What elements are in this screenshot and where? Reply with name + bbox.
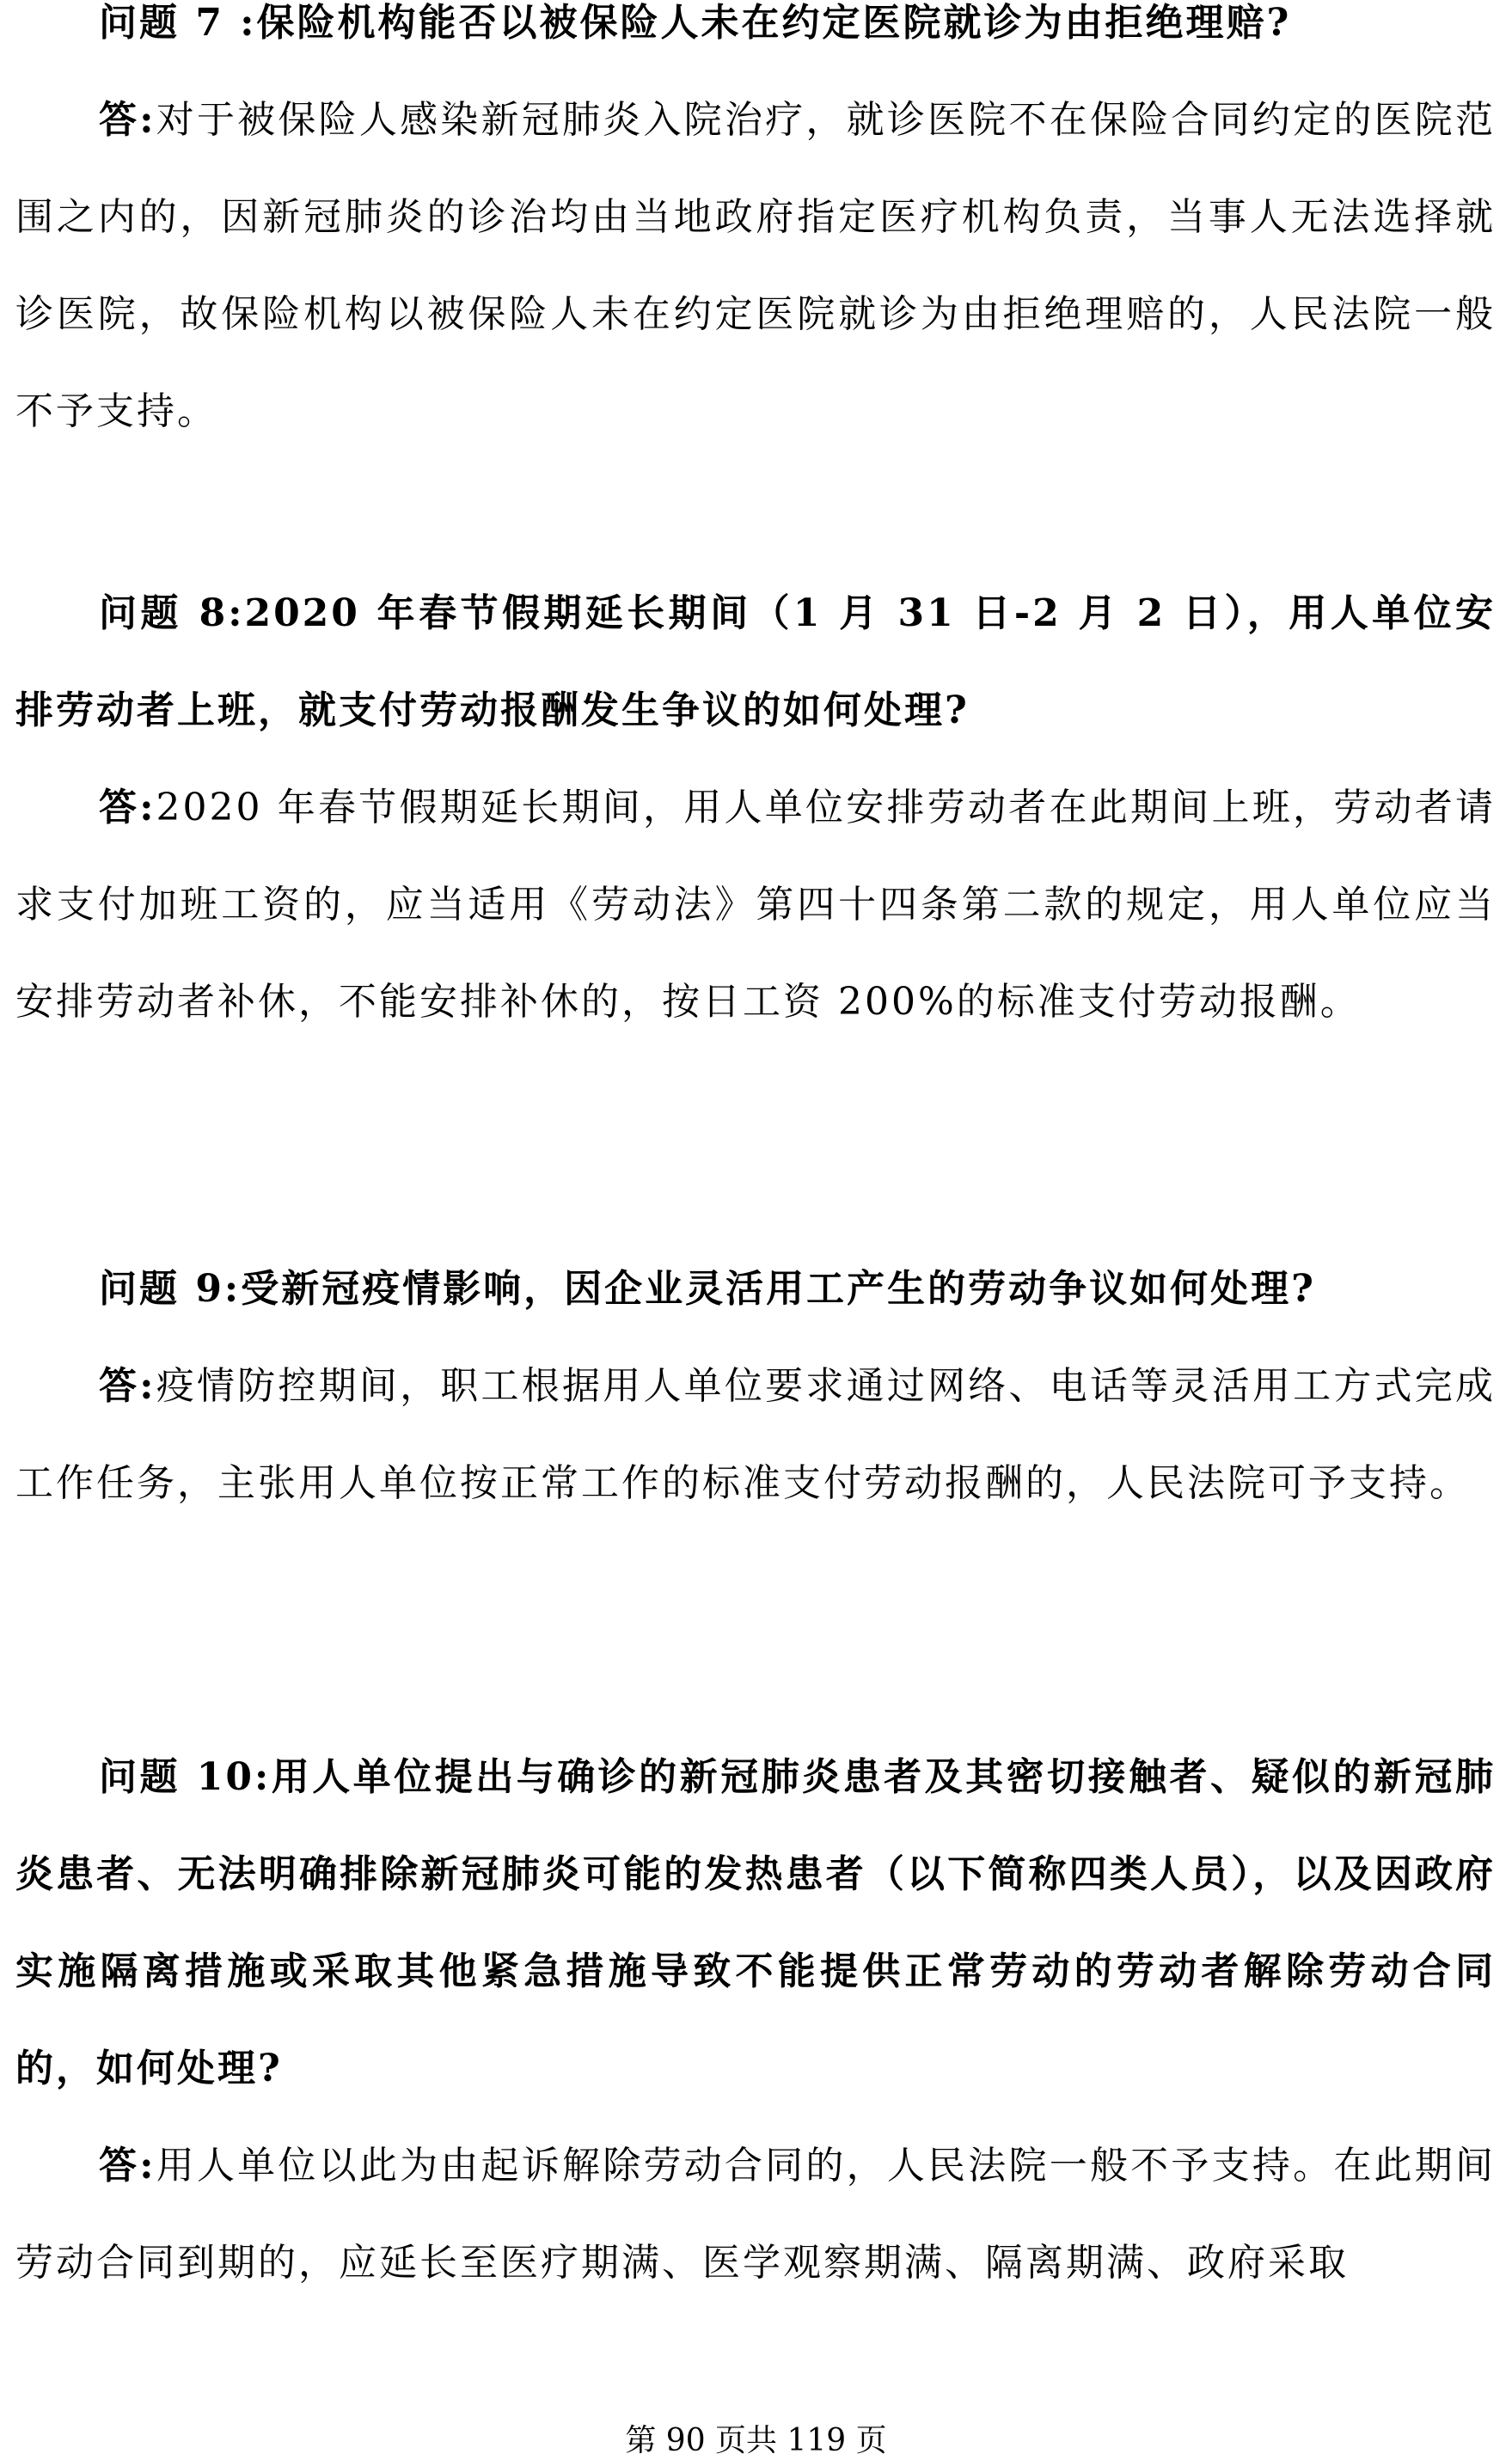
qa-section-9 — [15, 1240, 1496, 1532]
answer-text: 2020 年春节假期延长期间，用人单位安排劳动者在此期间上班，劳动者请求支付加班工资的，应当适用《劳动法》第四十四条第二款的规定，用人单位应当安排劳动者补休，不能安排补休的，按日工资 200%的标准支付劳动报酬。 — [15, 786, 1496, 1024]
answer-paragraph — [15, 71, 1496, 460]
qa-section-10 — [15, 1729, 1496, 2311]
answer-paragraph — [15, 2117, 1496, 2311]
question-heading: 问题 10:用人单位提出与确诊的新冠肺炎患者及其密切接触者、疑似的新冠肺炎患者、无法明确排除新冠肺炎可能的发热患者（以下简称四类人员），以及因政府实施隔离措施或采取其他紧急措施导致不能提供正常劳动的劳动者解除劳动合同的，如何处理? — [15, 1755, 1496, 2090]
answer-text: 用人单位以此为由起诉解除劳动合同的，人民法院一般不予支持。在此期间劳动合同到期的，应延长至医疗期满、医学观察期满、隔离期满、政府采取 — [15, 2144, 1497, 2285]
answer-lead: 答: — [99, 98, 156, 142]
question-heading: 问题 8:2020 年春节假期延长期间（1 月 31 日-2 月 2 日），用人单位安排劳动者上班，就支付劳动报酬发生争议的如何处理? — [15, 591, 1496, 732]
question-heading: 问题 9:受新冠疫情影响，因企业灵活用工产生的劳动争议如何处理? — [99, 1267, 1316, 1311]
qa-section-7 — [15, 0, 1496, 460]
document-page — [15, 0, 1496, 2460]
answer-text: 对于被保险人感染新冠肺炎入院治疗，就诊医院不在保险合同约定的医院范围之内的，因新冠肺炎的诊治均由当地政府指定医疗机构负责，当事人无法选择就诊医院，故保险机构以被保险人未在约定医院就诊为由拒绝理赔的，人民法院一般不予支持。 — [15, 98, 1497, 433]
answer-text: 疫情防控期间，职工根据用人单位要求通过网络、电话等灵活用工方式完成工作任务，主张用人单位按正常工作的标准支付劳动报酬的，人民法院可予支持。 — [15, 1364, 1497, 1505]
answer-lead: 答: — [99, 1364, 156, 1408]
answer-lead: 答: — [99, 2144, 156, 2188]
question-heading: 问题 7 :保险机构能否以被保险人未在约定医院就诊为由拒绝理赔? — [99, 1, 1292, 45]
answer-lead: 答: — [99, 786, 156, 829]
answer-paragraph — [15, 1337, 1496, 1532]
page-number-footer: 第 90 页共 119 页 — [625, 2423, 887, 2458]
qa-section-8 — [15, 565, 1496, 1050]
answer-paragraph — [15, 759, 1496, 1050]
